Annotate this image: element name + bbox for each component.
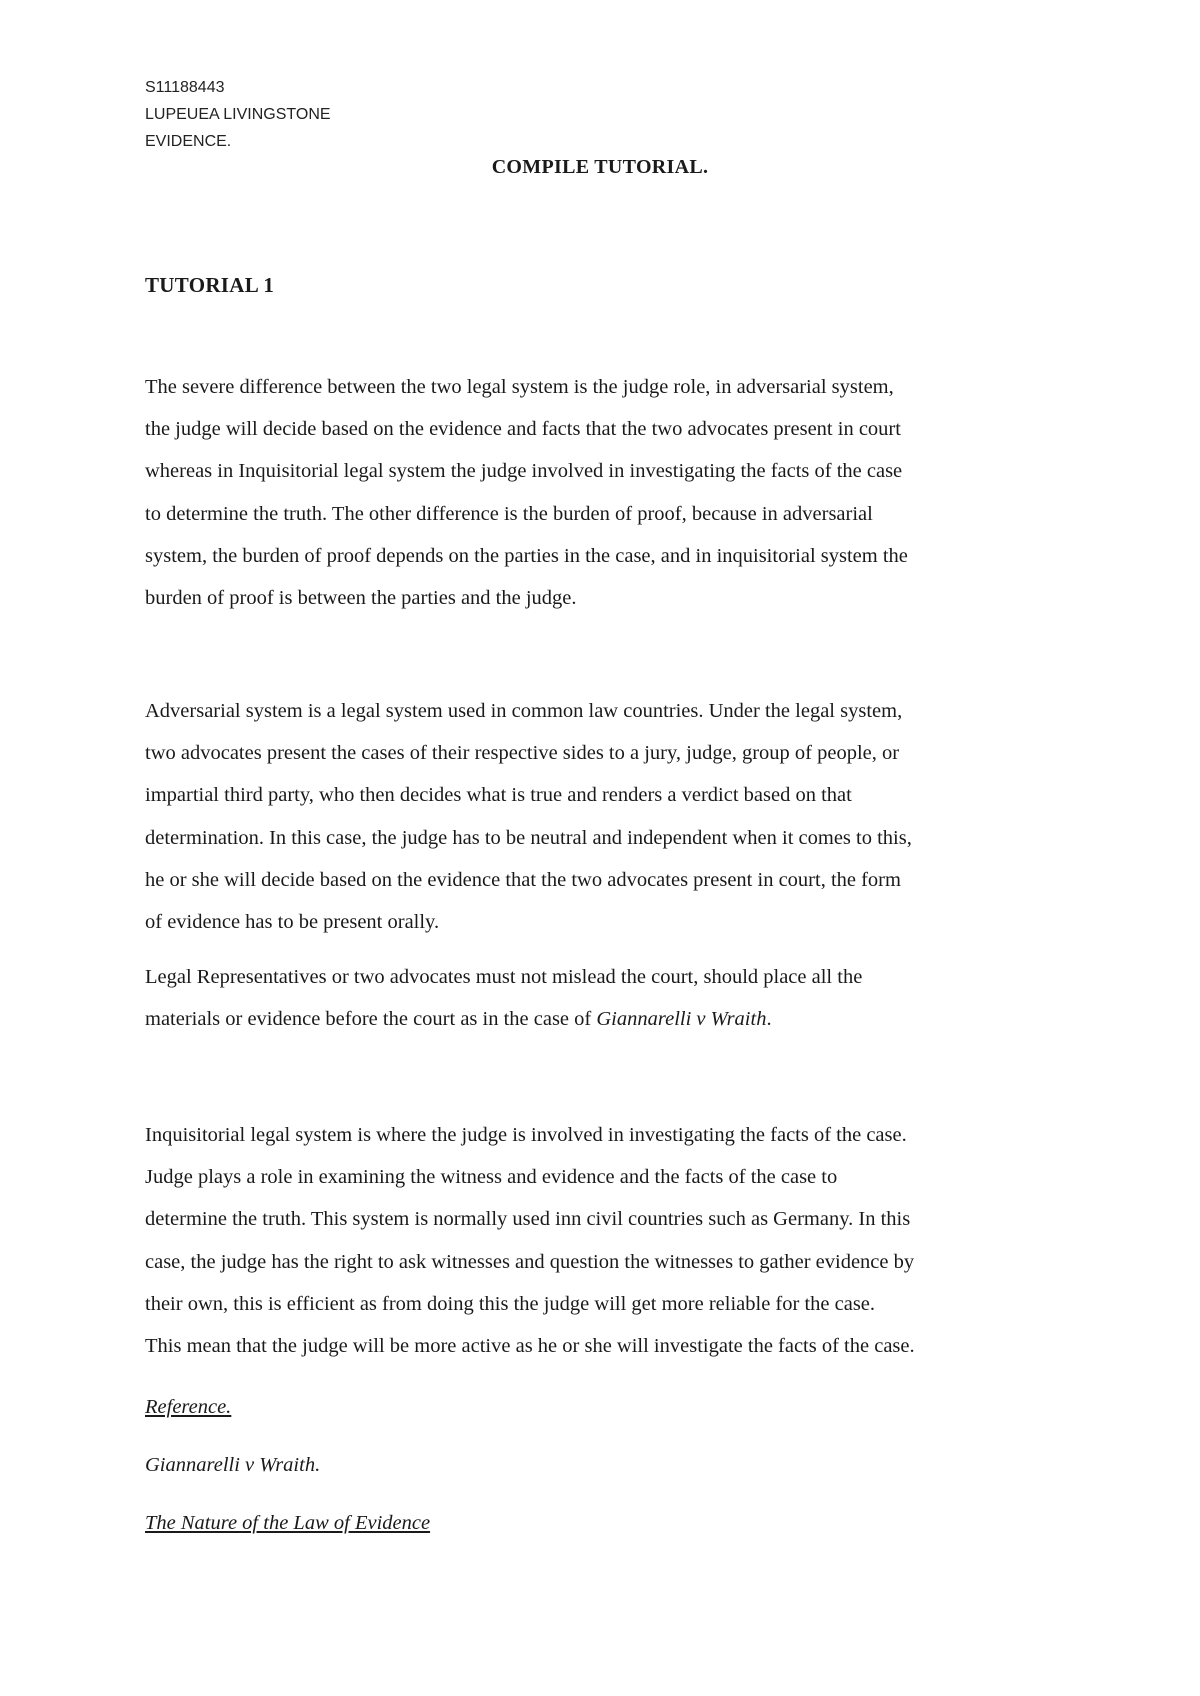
paragraph-text: materials or evidence before the court as in the case of bbox=[145, 1008, 597, 1031]
paragraph-line: determine the truth. This system is normally used inn civil countries such as Germany. In this bbox=[145, 1208, 911, 1231]
student-name: LUPEUEA LIVINGSTONE bbox=[145, 106, 331, 123]
section-heading: TUTORIAL 1 bbox=[145, 273, 275, 297]
paragraph-line bbox=[145, 998, 1065, 1040]
paragraph-line: the judge will decide based on the evidence and facts that the two advocates present in court bbox=[145, 418, 901, 441]
course-name: EVIDENCE. bbox=[145, 133, 232, 150]
reference-heading: Reference. bbox=[145, 1396, 232, 1418]
paragraph-line: system, the burden of proof depends on the parties in the case, and in inquisitorial system the bbox=[145, 544, 908, 567]
paragraph-inquisitorial bbox=[145, 1114, 1065, 1367]
paragraph-line: to determine the truth. The other difference is the burden of proof, because in adversarial bbox=[145, 502, 873, 525]
reference-book: The Nature of the Law of Evidence bbox=[145, 1512, 431, 1534]
paragraph-line: impartial third party, who then decides what is true and renders a verdict based on that bbox=[145, 784, 852, 807]
paragraph-line: of evidence has to be present orally. bbox=[145, 911, 440, 934]
paragraph-line: The severe difference between the two legal system is the judge role, in adversarial system, bbox=[145, 376, 894, 398]
paragraph-line: their own, this is efficient as from doing this the judge will get more reliable for the case. bbox=[145, 1292, 876, 1315]
paragraph-legal-representatives bbox=[145, 956, 1065, 1040]
paragraph-text: . bbox=[766, 1008, 772, 1031]
paragraph-line: Adversarial system is a legal system used in common law countries. Under the legal system, bbox=[145, 700, 903, 722]
document-header bbox=[145, 74, 331, 155]
case-citation: Giannarelli v Wraith bbox=[596, 1008, 767, 1031]
student-id: S11188443 bbox=[145, 79, 225, 96]
paragraph-adversarial bbox=[145, 690, 1065, 943]
paragraph-line: Legal Representatives or two advocates must not mislead the court, should place all the bbox=[145, 966, 863, 988]
paragraph-line: he or she will decide based on the evidence that the two advocates present in court, the form bbox=[145, 868, 901, 891]
paragraph-line: burden of proof is between the parties and the judge. bbox=[145, 587, 577, 610]
paragraph-line: This mean that the judge will be more active as he or she will investigate the facts of the case. bbox=[145, 1335, 915, 1358]
paragraph-line: case, the judge has the right to ask witnesses and question the witnesses to gather evidence by bbox=[145, 1250, 915, 1273]
paragraph-line: whereas in Inquisitorial legal system the judge involved in investigating the facts of the case bbox=[145, 460, 903, 483]
paragraph-line: Judge plays a role in examining the witness and evidence and the facts of the case to bbox=[145, 1166, 838, 1189]
paragraph-line: Inquisitorial legal system is where the judge is involved in investigating the facts of the case. bbox=[145, 1124, 907, 1146]
paragraph-line: determination. In this case, the judge has to be neutral and independent when it comes to this, bbox=[145, 826, 912, 849]
reference-case: Giannarelli v Wraith. bbox=[145, 1454, 321, 1476]
document-title: COMPILE TUTORIAL. bbox=[491, 156, 709, 178]
paragraph-line: two advocates present the cases of their respective sides to a jury, judge, group of people, or bbox=[145, 742, 900, 765]
paragraph-differences bbox=[145, 366, 1065, 619]
